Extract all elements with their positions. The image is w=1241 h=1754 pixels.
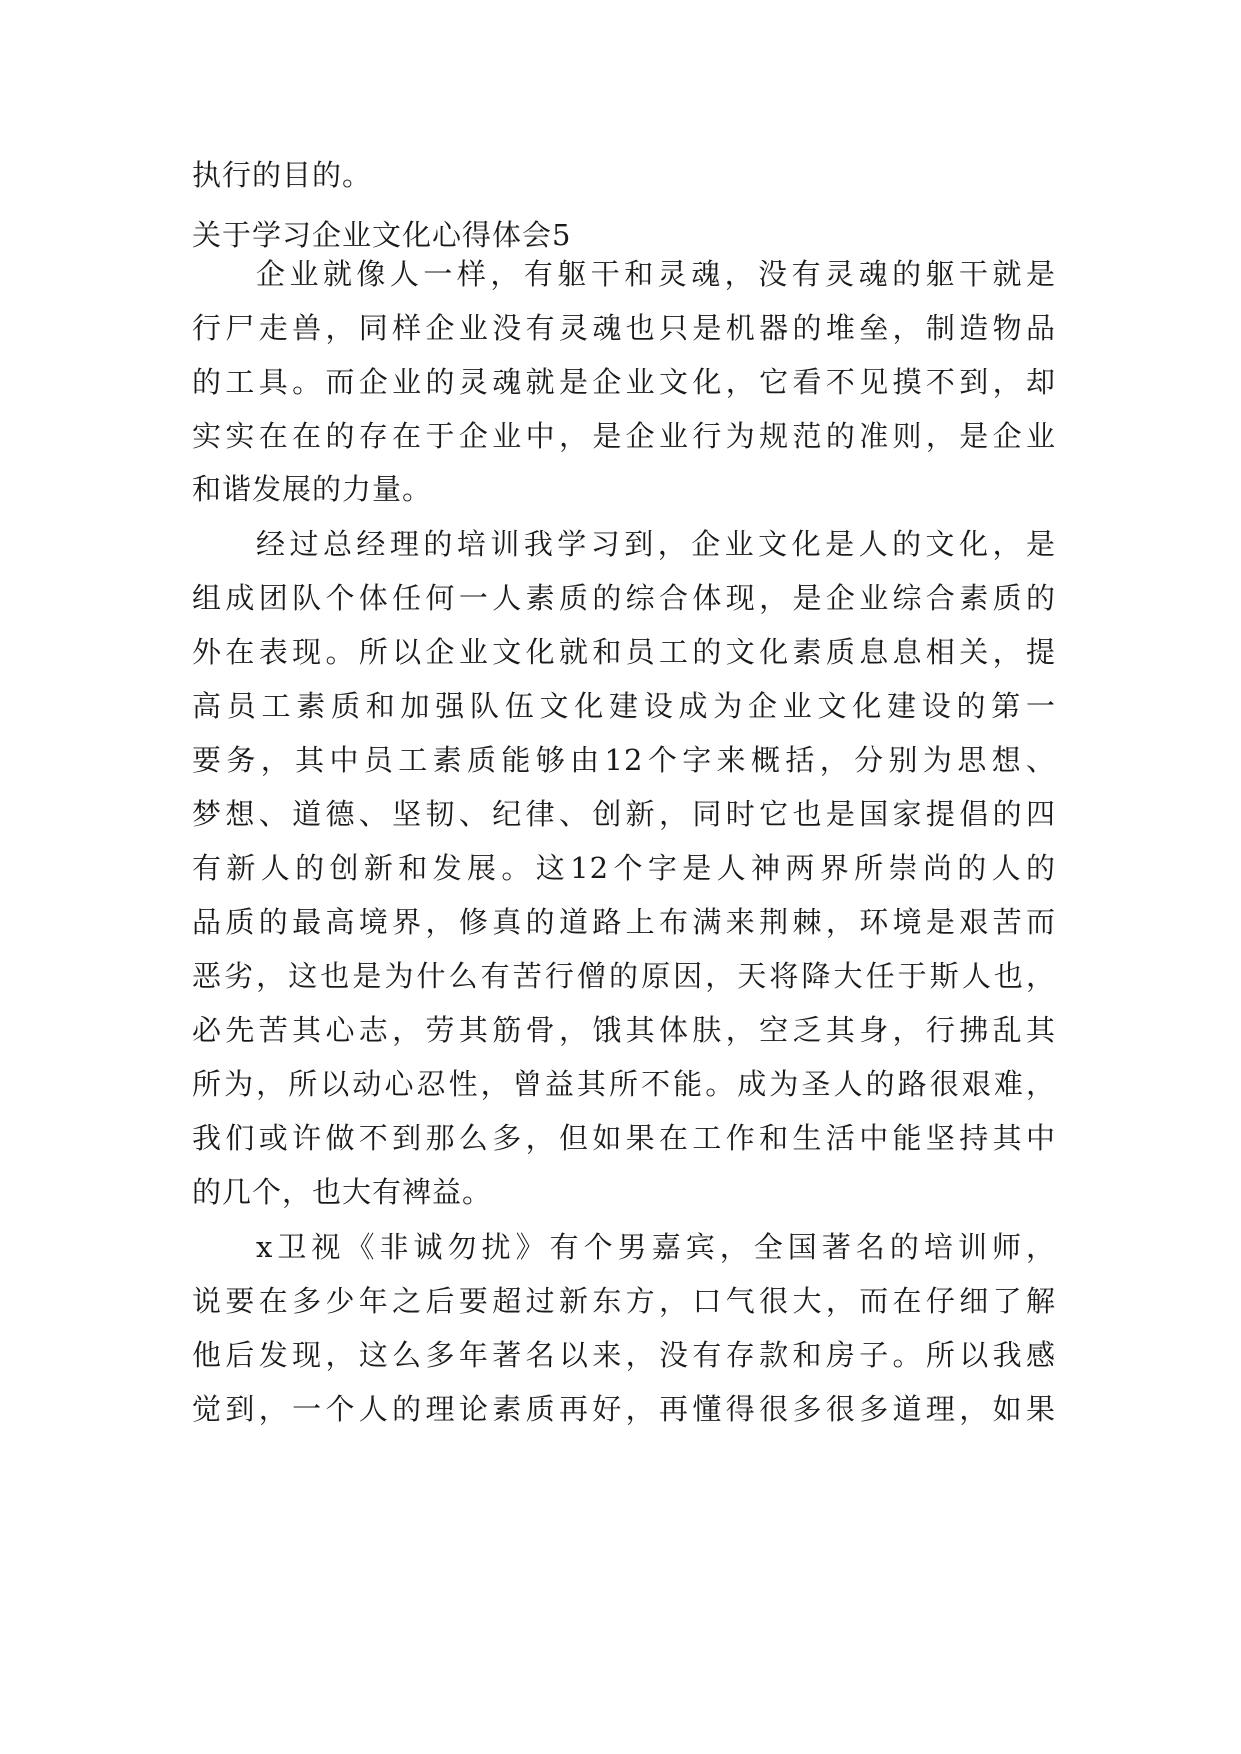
paragraph-line: 行尸走兽，同样企业没有灵魂也只是机器的堆垒，制造物品	[192, 311, 1056, 345]
paragraph-line: 梦想、道德、坚韧、纪律、创新，同时它也是国家提倡的四	[192, 797, 1056, 831]
paragraph-line: 的工具。而企业的灵魂就是企业文化，它看不见摸不到，却	[192, 365, 1056, 399]
paragraph-line: 恶劣，这也是为什么有苦行僧的原因，天将降大任于斯人也，	[192, 959, 1056, 993]
paragraph-line: 企业就像人一样，有躯干和灵魂，没有灵魂的躯干就是	[256, 257, 1056, 291]
paragraph-line: 高员工素质和加强队伍文化建设成为企业文化建设的第一	[192, 689, 1056, 723]
paragraph-line: 要务，其中员工素质能够由12个字来概括，分别为思想、	[192, 743, 1056, 777]
paragraph-line: 品质的最高境界，修真的道路上布满来荆棘，环境是艰苦而	[192, 905, 1056, 939]
paragraph-line: x卫视《非诚勿扰》有个男嘉宾，全国著名的培训师，	[256, 1230, 1056, 1264]
paragraph-line: 我们或许做不到那么多，但如果在工作和生活中能坚持其中	[192, 1121, 1056, 1155]
paragraph-line: 的几个，也大有裨益。	[192, 1175, 493, 1209]
paragraph-line: 外在表现。所以企业文化就和员工的文化素质息息相关，提	[192, 635, 1056, 669]
paragraph-line: 和谐发展的力量。	[192, 472, 433, 506]
paragraph-line: 经过总经理的培训我学习到，企业文化是人的文化，是	[256, 527, 1056, 561]
paragraph-line: 必先苦其心志，劳其筋骨，饿其体肤，空乏其身，行拂乱其	[192, 1013, 1056, 1047]
paragraph-line: 组成团队个体任何一人素质的综合体现，是企业综合素质的	[192, 581, 1056, 615]
paragraph-line: 实实在在的存在于企业中，是企业行为规范的准则，是企业	[192, 419, 1056, 453]
paragraph-line: 他后发现，这么多年著名以来，没有存款和房子。所以我感	[192, 1338, 1056, 1372]
paragraph-line: 有新人的创新和发展。这12个字是人神两界所崇尚的人的	[192, 851, 1056, 885]
paragraph-line: 所为，所以动心忍性，曾益其所不能。成为圣人的路很艰难，	[192, 1067, 1056, 1101]
section-heading: 关于学习企业文化心得体会5	[192, 218, 572, 252]
paragraph-line: 说要在多少年之后要超过新东方，口气很大，而在仔细了解	[192, 1284, 1056, 1318]
paragraph-line: 觉到，一个人的理论素质再好，再懂得很多很多道理，如果	[192, 1392, 1056, 1426]
text-line: 执行的目的。	[192, 158, 373, 192]
